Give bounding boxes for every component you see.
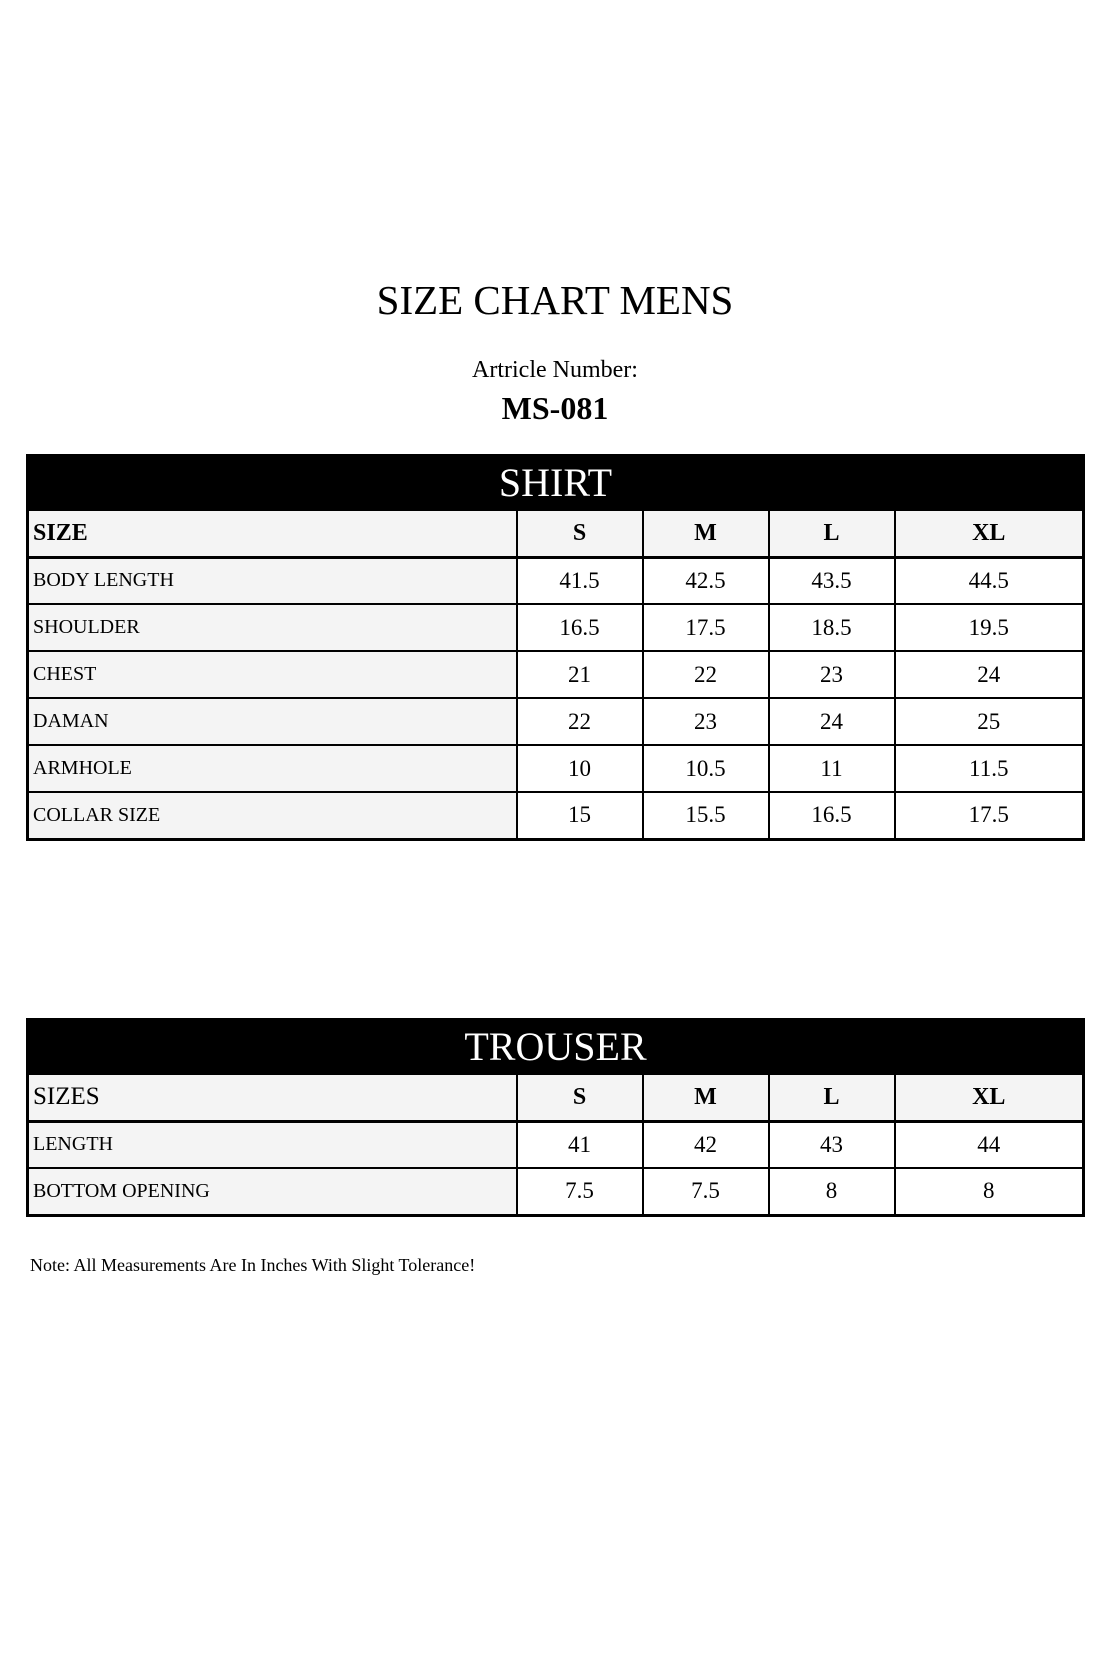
trouser-size-table [26, 1018, 1085, 1217]
shirt-header-size: XL [895, 510, 1084, 557]
cell-value: 7.5 [643, 1168, 769, 1215]
row-label: BODY LENGTH [28, 557, 517, 604]
cell-value: 44.5 [895, 557, 1084, 604]
measurement-note: Note: All Measurements Are In Inches With Slight Tolerance! [30, 1255, 476, 1275]
shirt-header-label: SIZE [28, 510, 517, 557]
cell-value: 42 [643, 1121, 769, 1168]
cell-value: 44 [895, 1121, 1084, 1168]
table-row [28, 651, 1084, 698]
row-label: BOTTOM OPENING [28, 1168, 517, 1215]
table-row [28, 557, 1084, 604]
cell-value: 10.5 [643, 745, 769, 792]
cell-value: 17.5 [643, 604, 769, 651]
table-row [28, 745, 1084, 792]
cell-value: 8 [769, 1168, 895, 1215]
trouser-caption-row [28, 1019, 1084, 1074]
trouser-caption: TROUSER [28, 1019, 1084, 1074]
shirt-header-size: M [643, 510, 769, 557]
row-label: ARMHOLE [28, 745, 517, 792]
cell-value: 23 [643, 698, 769, 745]
cell-value: 11 [769, 745, 895, 792]
shirt-header-size: S [517, 510, 643, 557]
cell-value: 22 [643, 651, 769, 698]
trouser-header-size: XL [895, 1074, 1084, 1121]
cell-value: 25 [895, 698, 1084, 745]
cell-value: 18.5 [769, 604, 895, 651]
trouser-header-size: S [517, 1074, 643, 1121]
cell-value: 21 [517, 651, 643, 698]
trouser-header-label: SIZES [28, 1074, 517, 1121]
table-row [28, 604, 1084, 651]
shirt-caption: SHIRT [28, 455, 1084, 510]
cell-value: 15.5 [643, 792, 769, 839]
cell-value: 24 [769, 698, 895, 745]
cell-value: 43 [769, 1121, 895, 1168]
cell-value: 24 [895, 651, 1084, 698]
row-label: CHEST [28, 651, 517, 698]
cell-value: 41.5 [517, 557, 643, 604]
trouser-header-row [28, 1074, 1084, 1121]
row-label: SHOULDER [28, 604, 517, 651]
cell-value: 7.5 [517, 1168, 643, 1215]
cell-value: 19.5 [895, 604, 1084, 651]
table-row [28, 698, 1084, 745]
cell-value: 22 [517, 698, 643, 745]
page-title: SIZE CHART MENS [376, 277, 734, 323]
trouser-header-size: L [769, 1074, 895, 1121]
row-label: LENGTH [28, 1121, 517, 1168]
cell-value: 17.5 [895, 792, 1084, 839]
article-number-label: Artricle Number: [472, 357, 638, 383]
trouser-header-size: M [643, 1074, 769, 1121]
table-row [28, 1168, 1084, 1215]
cell-value: 16.5 [517, 604, 643, 651]
cell-value: 8 [895, 1168, 1084, 1215]
cell-value: 11.5 [895, 745, 1084, 792]
article-number-value: MS-081 [501, 390, 609, 426]
table-row [28, 792, 1084, 839]
cell-value: 16.5 [769, 792, 895, 839]
shirt-header-row [28, 510, 1084, 557]
table-row [28, 1121, 1084, 1168]
row-label: COLLAR SIZE [28, 792, 517, 839]
cell-value: 23 [769, 651, 895, 698]
row-label: DAMAN [28, 698, 517, 745]
cell-value: 43.5 [769, 557, 895, 604]
cell-value: 10 [517, 745, 643, 792]
cell-value: 42.5 [643, 557, 769, 604]
shirt-size-table [26, 454, 1085, 841]
cell-value: 41 [517, 1121, 643, 1168]
shirt-header-size: L [769, 510, 895, 557]
cell-value: 15 [517, 792, 643, 839]
shirt-caption-row [28, 455, 1084, 510]
